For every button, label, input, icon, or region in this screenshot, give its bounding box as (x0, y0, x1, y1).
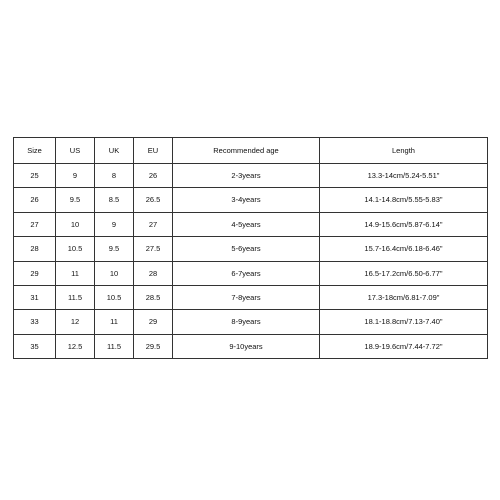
table-row (14, 212, 488, 236)
cell-size: 31 (14, 285, 56, 309)
table-row (14, 285, 488, 309)
cell-size: 35 (14, 334, 56, 358)
header-length: Length (320, 138, 488, 164)
cell-recommended-age: 2-3years (173, 164, 320, 188)
cell-recommended-age: 7-8years (173, 285, 320, 309)
table-row (14, 334, 488, 358)
cell-us: 12.5 (56, 334, 95, 358)
cell-size: 29 (14, 261, 56, 285)
size-chart-table (13, 137, 488, 359)
table-row (14, 237, 488, 261)
cell-length: 16.5-17.2cm/6.50-6.77" (320, 261, 488, 285)
cell-us: 9 (56, 164, 95, 188)
cell-eu: 26 (134, 164, 173, 188)
cell-length: 18.1-18.8cm/7.13-7.40" (320, 310, 488, 334)
cell-recommended-age: 3-4years (173, 188, 320, 212)
cell-length: 18.9-19.6cm/7.44-7.72" (320, 334, 488, 358)
header-recommended-age: Recommended age (173, 138, 320, 164)
cell-uk: 8.5 (95, 188, 134, 212)
cell-us: 11 (56, 261, 95, 285)
cell-us: 11.5 (56, 285, 95, 309)
cell-eu: 28.5 (134, 285, 173, 309)
cell-uk: 10.5 (95, 285, 134, 309)
header-row (14, 138, 488, 164)
header-us: US (56, 138, 95, 164)
cell-length: 14.9-15.6cm/5.87-6.14" (320, 212, 488, 236)
cell-us: 10.5 (56, 237, 95, 261)
table-row (14, 261, 488, 285)
table-row (14, 164, 488, 188)
cell-length: 14.1-14.8cm/5.55-5.83" (320, 188, 488, 212)
cell-recommended-age: 5-6years (173, 237, 320, 261)
cell-uk: 11 (95, 310, 134, 334)
cell-us: 12 (56, 310, 95, 334)
cell-uk: 9 (95, 212, 134, 236)
table-row (14, 310, 488, 334)
cell-eu: 28 (134, 261, 173, 285)
cell-eu: 27.5 (134, 237, 173, 261)
cell-uk: 9.5 (95, 237, 134, 261)
cell-uk: 8 (95, 164, 134, 188)
cell-eu: 26.5 (134, 188, 173, 212)
cell-length: 13.3-14cm/5.24-5.51" (320, 164, 488, 188)
cell-size: 33 (14, 310, 56, 334)
cell-uk: 11.5 (95, 334, 134, 358)
cell-recommended-age: 8-9years (173, 310, 320, 334)
cell-eu: 29.5 (134, 334, 173, 358)
cell-eu: 27 (134, 212, 173, 236)
cell-us: 10 (56, 212, 95, 236)
header-eu: EU (134, 138, 173, 164)
cell-recommended-age: 4-5years (173, 212, 320, 236)
cell-us: 9.5 (56, 188, 95, 212)
cell-size: 25 (14, 164, 56, 188)
cell-eu: 29 (134, 310, 173, 334)
cell-size: 26 (14, 188, 56, 212)
cell-length: 15.7-16.4cm/6.18-6.46" (320, 237, 488, 261)
cell-size: 28 (14, 237, 56, 261)
cell-size: 27 (14, 212, 56, 236)
cell-uk: 10 (95, 261, 134, 285)
header-uk: UK (95, 138, 134, 164)
header-size: Size (14, 138, 56, 164)
table-row (14, 188, 488, 212)
cell-length: 17.3-18cm/6.81-7.09" (320, 285, 488, 309)
cell-recommended-age: 9-10years (173, 334, 320, 358)
cell-recommended-age: 6-7years (173, 261, 320, 285)
